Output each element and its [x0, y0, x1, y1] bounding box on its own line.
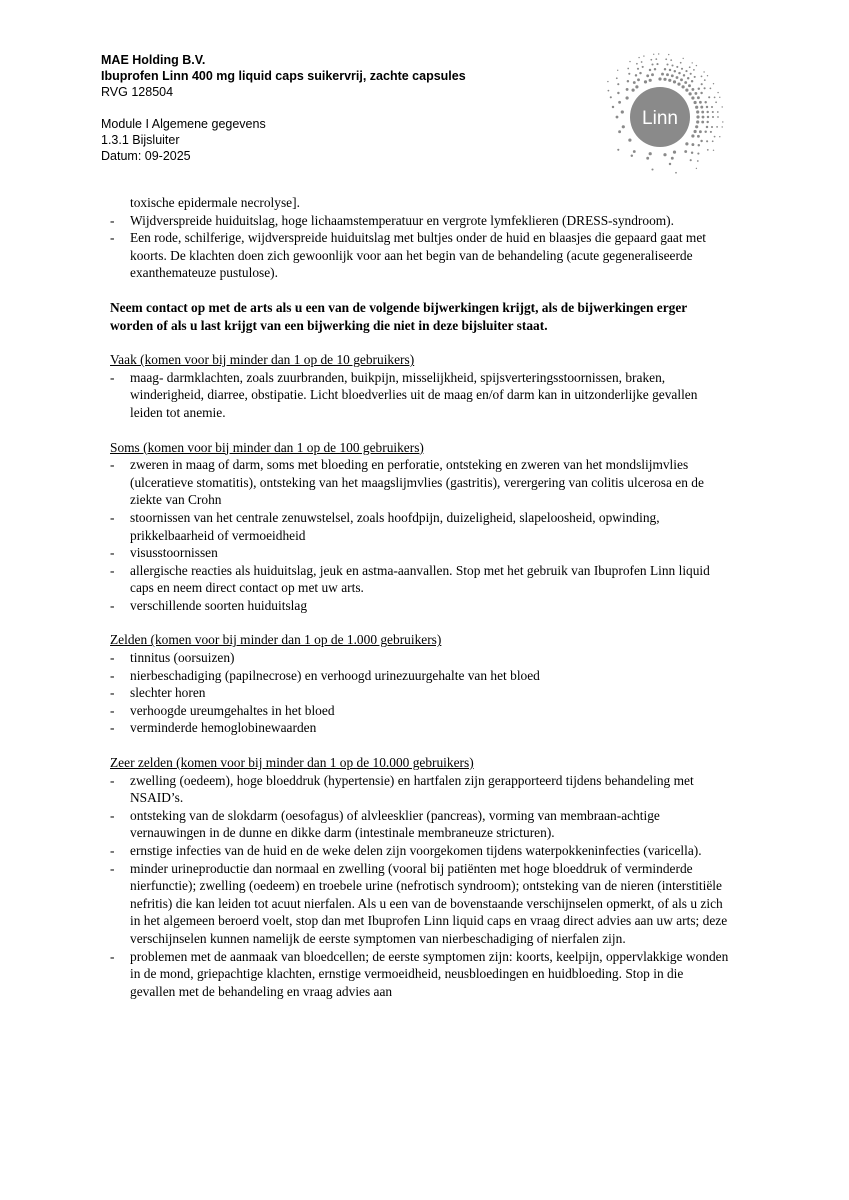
logo-dot: [675, 172, 677, 174]
logo-dot: [703, 71, 704, 72]
logo-dot: [696, 120, 699, 123]
logo-dot: [658, 53, 659, 54]
logo-dot: [650, 59, 652, 61]
logo-dot: [665, 58, 667, 60]
logo-dot: [658, 77, 661, 80]
logo-dot: [706, 140, 708, 142]
section-title-vaak: Vaak (komen voor bij minder dan 1 op de 10 gebruikers): [110, 352, 415, 368]
logo-dot: [668, 54, 669, 55]
document-header: [101, 52, 466, 164]
logo-dot: [695, 125, 698, 128]
logo-dot: [699, 101, 702, 104]
logo-dot: [704, 101, 706, 103]
logo-dot: [616, 116, 619, 119]
logo-dot: [642, 66, 644, 68]
list-item: - zwelling (oedeem), hoge bloeddruk (hypertensie) en hartfalen zijn gerapporteerd tijdens behandeling met NSAID’s.: [110, 772, 694, 806]
section-title-zelden: Zelden (komen voor bij minder dan 1 op de 1.000 gebruikers): [110, 632, 442, 648]
list-item: - ernstige infecties van de huid en de weke delen zijn voorgekomen tijdens waterpokkeninfecties (varicella).: [110, 843, 702, 858]
logo-dot: [683, 74, 685, 76]
logo-dot: [722, 126, 723, 127]
logo-dot: [685, 142, 688, 145]
logo-dot: [695, 106, 698, 109]
logo-dot: [717, 111, 719, 113]
logo-dot: [643, 55, 644, 56]
logo-dot: [617, 83, 619, 85]
logo-text: Linn: [642, 108, 678, 129]
logo-dot: [641, 61, 643, 63]
logo-dot: [632, 89, 635, 92]
logo-dot: [694, 130, 697, 133]
logo-dot: [673, 80, 676, 83]
logo-dot: [651, 168, 653, 170]
logo-dot: [698, 144, 700, 146]
logo-dot: [673, 151, 676, 154]
logo-dot: [633, 150, 636, 153]
logo-dot: [628, 139, 631, 142]
list-item: - minder urineproductie dan normaal en zwelling (vooral bij patiënten met hoge bloeddruk of verminderde nierfunctie); zwelling (oedeem) en troebele urine (nefrotisch syndroom); ontsteking van de nieren (interstitiële nefritis) die kan leiden tot acuut nierfalen. Als u een van de bovenstaande verschijnselen opmerkt, of als u zich in het algemeen beroerd voelt, stop dan met Ibuprofen Linn liquid caps en vraag direct advies aan uw arts; deze verschijnselen kunnen namelijk de eerste symptomen van nierbeschadiging of nierfalen zijn.: [110, 860, 728, 946]
logo-dot: [707, 116, 709, 118]
list-item: - stoornissen van het centrale zenuwstelsel, zoals hoofdpijn, duizeligheid, slapeloosheid, opwinding, prikkelbaarheid of vermoeidheid: [110, 509, 660, 543]
logo-dot: [704, 131, 706, 133]
logo-dot: [699, 130, 702, 133]
logo-dot: [664, 68, 666, 70]
logo-dot: [629, 61, 630, 62]
logo-dot: [701, 83, 703, 85]
logo-dot: [685, 70, 687, 72]
warning-heading: Neem contact op met de arts als u een van de volgende bijwerkingen krijgt, als de bijwerkingen erger worden of als u last krijgt van een bijwerking die niet in deze bijsluiter staat.: [110, 299, 687, 333]
logo-dot: [711, 106, 713, 108]
logo-dot: [701, 121, 704, 124]
logo-dot: [635, 85, 638, 88]
logo-dot: [653, 54, 654, 55]
logo-dot: [696, 65, 697, 66]
logo-dot: [666, 63, 668, 65]
list-item: - tinnitus (oorsuizen): [110, 650, 235, 666]
logo-dot: [697, 135, 700, 138]
logo-dot: [712, 140, 714, 142]
logo-dot: [636, 63, 638, 65]
logo-dot: [635, 74, 637, 76]
list-item: - visusstoornissen: [110, 545, 218, 561]
logo-dot: [607, 81, 608, 82]
document-date: Datum: 09-2025: [101, 149, 191, 163]
continuation-text: toxische epidermale necrolyse].: [130, 195, 300, 210]
logo-dot: [691, 88, 694, 91]
logo-dot: [722, 121, 723, 122]
logo-dot: [649, 79, 652, 82]
product-name: Ibuprofen Linn 400 mg liquid caps suikervrij, zachte capsules: [101, 69, 466, 83]
section-title-soms: Soms (komen voor bij minder dan 1 op de 100 gebruikers): [110, 439, 424, 455]
rvg-number: RVG 128504: [101, 85, 174, 99]
logo-dot: [682, 85, 685, 88]
logo-dot: [677, 83, 680, 86]
logo-dot: [674, 70, 676, 72]
logo-dot: [697, 96, 700, 99]
logo-dot: [702, 116, 705, 119]
logo-dot: [663, 78, 666, 81]
linn-logo: [590, 43, 734, 187]
logo-dot: [639, 72, 641, 74]
logo-dot: [714, 136, 716, 138]
logo-dot: [668, 79, 671, 82]
list-item: - Een rode, schilferige, wijdverspreide huiduitslag met bultjes onder de huid en blaasjes die gepaard gaat met koorts. De klachten doen zich gewoonlijk voor aan het begin van de behandeling (acute gegeneraliseerde exanthemateuze pustulose).: [110, 230, 706, 281]
logo-dot: [683, 58, 684, 59]
logo-dot: [637, 78, 640, 81]
logo-dot: [697, 153, 699, 155]
logo-dot: [704, 79, 706, 81]
logo-dot: [715, 101, 717, 103]
module-label: Module I Algemene gegevens: [101, 117, 266, 131]
logo-dot: [618, 101, 621, 104]
company-name: MAE Holding B.V.: [101, 53, 206, 67]
list-item: - maag- darmklachten, zoals zuurbranden, buikpijn, misselijkheid, spijsverteringsstoornissen, braken, winderigheid, diarree, obstipatie. Licht bloedverlies uit de maag en/of darm kan in uitzonderlijke gevallen leiden tot anemie.: [110, 369, 698, 420]
logo-dot: [646, 157, 649, 160]
logo-dot: [676, 76, 679, 79]
logo-dot: [646, 74, 649, 77]
logo-dot: [669, 69, 671, 71]
logo-dot: [706, 106, 708, 108]
logo-dot: [713, 150, 714, 151]
logo-dot: [696, 115, 699, 118]
logo-dot: [622, 125, 625, 128]
logo-dot: [684, 150, 687, 153]
logo-dot: [696, 110, 699, 113]
list-item: - verschillende soorten huiduitslag: [110, 597, 308, 613]
logo-dot: [688, 84, 691, 87]
logo-dot: [651, 73, 654, 76]
logo-dot: [628, 73, 630, 75]
logo-dot: [670, 59, 672, 61]
logo-dot: [671, 74, 674, 77]
logo-dot: [678, 72, 680, 74]
logo-dot: [687, 77, 689, 79]
logo-dot: [691, 134, 694, 137]
logo-dot: [612, 106, 614, 108]
logo-dot: [649, 69, 651, 71]
logo-dot: [722, 106, 723, 107]
logo-dot: [717, 116, 719, 118]
logo-dot: [617, 92, 619, 94]
logo-dot: [685, 89, 688, 92]
logo-dot: [626, 88, 629, 91]
logo-dot: [707, 75, 708, 76]
logo-dot: [617, 149, 619, 151]
logo-dot: [637, 68, 639, 70]
logo-dot: [712, 116, 714, 118]
logo-dot: [700, 106, 703, 109]
logo-dot: [717, 92, 718, 93]
logo-dot: [651, 63, 653, 65]
logo-dot: [676, 66, 678, 68]
logo-dot: [690, 159, 692, 161]
logo-dot: [621, 110, 624, 113]
logo-dot: [692, 62, 693, 63]
logo-dot: [706, 126, 708, 128]
logo-dot: [680, 62, 682, 64]
logo-dot: [700, 140, 702, 142]
logo-dot: [712, 111, 714, 113]
logo-dot: [669, 163, 671, 165]
logo-dot: [656, 63, 658, 65]
list-item: - nierbeschadiging (papilnecrose) en verhoogd urinezuurgehalte van het bloed: [110, 667, 540, 683]
logo-dot: [691, 80, 693, 82]
logo-dot: [644, 80, 647, 83]
logo-dot: [680, 78, 683, 81]
logo-dot: [608, 90, 610, 92]
logo-dot: [719, 136, 720, 137]
logo-dot: [698, 88, 700, 90]
logo-dot: [666, 73, 669, 76]
list-item: - verhoogde ureumgehaltes in het bloed: [110, 702, 335, 718]
document-body: [110, 194, 730, 1000]
logo-dot: [713, 83, 714, 84]
logo-dot: [714, 97, 716, 99]
logo-dot: [633, 81, 636, 84]
logo-dot: [689, 92, 692, 95]
logo-dot: [694, 76, 696, 78]
logo-dot: [616, 77, 618, 79]
logo-dot: [700, 92, 702, 94]
logo-dot: [690, 73, 692, 75]
logo-dot: [627, 68, 629, 70]
logo-dot: [661, 73, 664, 76]
logo-dot: [627, 80, 629, 82]
section-title-zeer-zelden: Zeer zelden (komen voor bij minder dan 1 op de 10.000 gebruikers): [110, 755, 474, 771]
logo-dot: [704, 87, 706, 89]
logo-dot: [610, 96, 612, 98]
logo-dot: [655, 58, 657, 60]
logo-dot: [654, 68, 656, 70]
logo-dot: [691, 151, 693, 153]
section-label: 1.3.1 Bijsluiter: [101, 133, 180, 147]
logo-dot: [691, 143, 694, 146]
logo-dot: [706, 121, 708, 123]
list-item: - verminderde hemoglobinewaarden: [110, 720, 317, 736]
logo-dot: [693, 69, 695, 71]
logo-dot: [710, 88, 712, 90]
logo-dot: [710, 131, 712, 133]
logo-dot: [701, 76, 703, 78]
logo-dot: [696, 168, 697, 169]
list-item: - ontsteking van de slokdarm (oesofagus) of alvleesklier (pancreas), vorming van membraan-achtige vernauwingen in de dunne en dikke darm (intestinale membraneuze stricturen).: [110, 807, 660, 841]
logo-dot: [706, 111, 708, 113]
list-item: - slechter horen: [110, 685, 206, 701]
logo-dot: [663, 153, 666, 156]
logo-dot: [701, 111, 704, 114]
logo-dot: [649, 152, 652, 155]
logo-dot: [691, 96, 694, 99]
logo-dot: [626, 96, 629, 99]
logo-dot: [711, 126, 713, 128]
list-item: - Wijdverspreide huiduitslag, hoge lichaamstemperatuur en vergrote lymfeklieren (DRESS-syndroom).: [110, 212, 674, 228]
logo-dot: [617, 70, 618, 71]
logo-dot: [631, 155, 633, 157]
logo-dot: [697, 160, 699, 162]
logo-dot: [694, 92, 697, 95]
logo-dot: [684, 81, 687, 84]
logo-dot: [618, 130, 621, 133]
logo-dot: [671, 157, 674, 160]
list-item: - zweren in maag of darm, soms met bloeding en perforatie, ontsteking en zweren van het mondslijmvlies (ulceratieve stomatitis), ontsteking van het maagslijmvlies (gastritis), verergering van colitis ulcerosa en de ziekte van Crohn: [110, 457, 704, 508]
logo-dot: [719, 97, 720, 98]
list-item: - allergische reacties als huiduitslag, jeuk en astma-aanvallen. Stop met het gebruik van Ibuprofen Linn liquid caps en neem direct contact op met uw arts.: [110, 562, 710, 596]
logo-dot: [671, 64, 673, 66]
logo-dot: [707, 149, 709, 151]
logo-dot: [638, 57, 639, 58]
logo-dot: [681, 68, 683, 70]
list-item: - problemen met de aanmaak van bloedcellen; de eerste symptomen zijn: koorts, keelpijn, oppervlakkige wonden in de mond, griepachtige klachten, ernstige vermoeidheid, neusbloedingen en huidbloeding. Stop in die gevallen met de behandeling en vraag advies aan: [110, 948, 729, 999]
logo-dot: [694, 101, 697, 104]
logo-dot: [708, 96, 710, 98]
logo-dot: [716, 126, 718, 128]
logo-dot: [689, 66, 691, 68]
